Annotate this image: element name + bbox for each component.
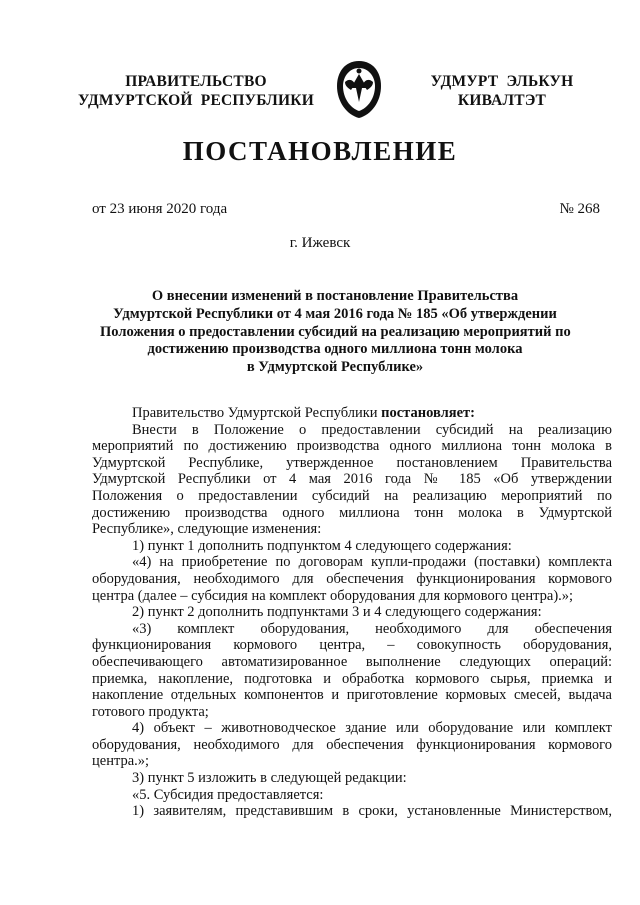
title-line: О внесении изменений в постановление Правительства [151, 288, 519, 304]
body-line: «4) на приобретение по договорам купли-продажи (поставки) комплекта [132, 554, 612, 571]
preamble-text: Правительство Удмуртской Республики [132, 405, 382, 421]
document-city: г. Ижевск [289, 235, 351, 251]
body-line: накопление отдельных компонентов и приготовление кормовых смесей, выдача [92, 687, 612, 704]
body-line: 3) пункт 5 изложить в следующей редакции: [132, 770, 407, 787]
body-line: оборудования, необходимого для обеспечения функционирования кормового [92, 570, 612, 587]
body-line: приемка, накопление, подготовка и обработка кормового сырья, приемка и [92, 670, 612, 687]
header-right-line-1: УДМУРТ ЭЛЬКУН [430, 73, 574, 90]
header-left-line-1: ПРАВИТЕЛЬСТВО [125, 73, 267, 90]
title-line: Положения о предоставлении субсидий на реализацию мероприятий по [100, 323, 571, 340]
body-line: центра.»; [92, 753, 150, 770]
body-line: мероприятий по достижению производства одного миллиона тонн молока в [92, 438, 612, 455]
document-body [92, 405, 612, 820]
document-number: № 268 [559, 201, 600, 217]
title-line: достижению производства одного миллиона тонн молока [147, 341, 523, 358]
body-line: «5. Субсидия предоставляется: [132, 786, 324, 803]
body-line: Положения о предоставлении субсидий на реализацию мероприятий по [92, 487, 612, 504]
body-paragraphs [92, 422, 612, 820]
body-line: 1) пункт 1 дополнить подпунктом 4 следующего содержания: [132, 537, 512, 554]
document-date: от 23 июня 2020 года [92, 201, 228, 217]
preamble [92, 405, 612, 422]
body-line: функционирования кормового центра, – совокупность оборудования, [92, 637, 612, 654]
preamble-verb: постановляет: [381, 405, 475, 421]
body-line: 2) пункт 2 дополнить подпунктами 3 и 4 следующего содержания: [132, 604, 542, 621]
body-line: «3) комплект оборудования, необходимого для обеспечения [132, 620, 612, 637]
header-left-line-2: УДМУРТСКОЙ РЕСПУБЛИКИ [78, 92, 314, 109]
body-line: 4) объект – животноводческое здание или оборудование или комплект [132, 720, 612, 737]
body-line: готового продукта; [92, 703, 209, 720]
body-line: Удмуртской Республики от 4 мая 2016 года № 185 «Об утверждении [92, 471, 612, 488]
header-right-org [402, 72, 602, 110]
body-line: обеспечивающего автоматизированное выполнение следующих операций: [92, 653, 612, 670]
title-line: Удмуртской Республики от 4 мая 2016 года № 185 «Об утверждении [113, 305, 557, 322]
body-line: Внести в Положение о предоставлении субсидий на реализацию [132, 421, 612, 438]
document-type: ПОСТАНОВЛЕНИЕ [182, 136, 458, 166]
body-line: центра (далее – субсидия на комплект оборудования для кормового центра).»; [92, 587, 574, 604]
header-right-line-2: КИВАЛТЭТ [457, 92, 547, 109]
document-title [100, 288, 570, 377]
body-line: 1) заявителям, представившим в сроки, установленные Министерством, [132, 803, 612, 820]
header-left-org [62, 72, 330, 110]
title-line: в Удмуртской Республике» [246, 359, 424, 376]
body-line: достижению производства одного миллиона тонн молока в Удмуртской [92, 504, 612, 521]
body-line: Удмуртской Республике, утвержденное постановлением Правительства [92, 454, 612, 471]
body-line: Республике», следующие изменения: [92, 521, 322, 538]
udmurt-emblem-icon [333, 58, 385, 120]
body-line: оборудования, необходимого для обеспечения функционирования кормового [92, 736, 612, 753]
